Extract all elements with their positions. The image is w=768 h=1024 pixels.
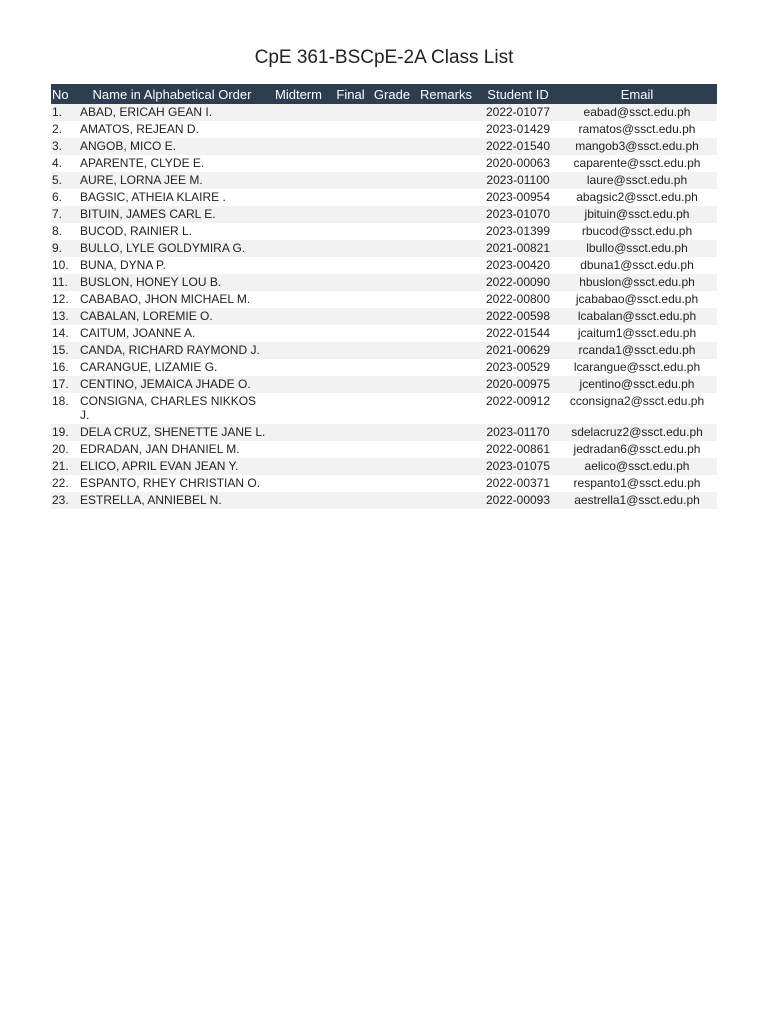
cell-remarks bbox=[413, 274, 479, 291]
table-row bbox=[51, 121, 717, 138]
cell-grade bbox=[371, 206, 413, 223]
cell-no: 22. bbox=[51, 475, 77, 492]
cell-grade bbox=[371, 257, 413, 274]
cell-student-id: 2023-01100 bbox=[479, 172, 557, 189]
table-row bbox=[51, 308, 717, 325]
cell-final bbox=[330, 172, 371, 189]
cell-final bbox=[330, 240, 371, 257]
cell-no: 8. bbox=[51, 223, 77, 240]
header-email: Email bbox=[557, 84, 717, 104]
table-row bbox=[51, 172, 717, 189]
cell-no: 17. bbox=[51, 376, 77, 393]
cell-name: AURE, LORNA JEE M. bbox=[77, 172, 267, 189]
cell-grade bbox=[371, 189, 413, 206]
cell-final bbox=[330, 104, 371, 121]
cell-student-id: 2022-00912 bbox=[479, 393, 557, 424]
cell-remarks bbox=[413, 104, 479, 121]
header-row bbox=[51, 84, 717, 104]
cell-final bbox=[330, 393, 371, 424]
cell-student-id: 2023-01070 bbox=[479, 206, 557, 223]
cell-final bbox=[330, 424, 371, 441]
cell-email: caparente@ssct.edu.ph bbox=[557, 155, 717, 172]
cell-grade bbox=[371, 155, 413, 172]
page-title: CpE 361-BSCpE-2A Class List bbox=[254, 47, 514, 68]
cell-midterm bbox=[267, 223, 330, 240]
cell-name: BUCOD, RAINIER L. bbox=[77, 223, 267, 240]
cell-remarks bbox=[413, 342, 479, 359]
cell-midterm bbox=[267, 121, 330, 138]
table-row bbox=[51, 424, 717, 441]
cell-email: aestrella1@ssct.edu.ph bbox=[557, 492, 717, 509]
cell-final bbox=[330, 308, 371, 325]
cell-no: 15. bbox=[51, 342, 77, 359]
cell-grade bbox=[371, 359, 413, 376]
header-name: Name in Alphabetical Order bbox=[77, 84, 267, 104]
cell-student-id: 2022-00861 bbox=[479, 441, 557, 458]
cell-remarks bbox=[413, 257, 479, 274]
cell-midterm bbox=[267, 441, 330, 458]
cell-no: 16. bbox=[51, 359, 77, 376]
cell-no: 6. bbox=[51, 189, 77, 206]
cell-final bbox=[330, 274, 371, 291]
cell-remarks bbox=[413, 325, 479, 342]
cell-name: CABABAO, JHON MICHAEL M. bbox=[77, 291, 267, 308]
cell-name: ABAD, ERICAH GEAN I. bbox=[77, 104, 267, 121]
cell-grade bbox=[371, 172, 413, 189]
cell-student-id: 2023-01429 bbox=[479, 121, 557, 138]
cell-grade bbox=[371, 424, 413, 441]
header-remarks: Remarks bbox=[413, 84, 479, 104]
cell-midterm bbox=[267, 257, 330, 274]
cell-midterm bbox=[267, 189, 330, 206]
cell-grade bbox=[371, 325, 413, 342]
cell-email: sdelacruz2@ssct.edu.ph bbox=[557, 424, 717, 441]
cell-name: BUSLON, HONEY LOU B. bbox=[77, 274, 267, 291]
cell-name: AMATOS, REJEAN D. bbox=[77, 121, 267, 138]
cell-name: BITUIN, JAMES CARL E. bbox=[77, 206, 267, 223]
table-row bbox=[51, 475, 717, 492]
table-row bbox=[51, 376, 717, 393]
cell-remarks bbox=[413, 424, 479, 441]
cell-name: DELA CRUZ, SHENETTE JANE L. bbox=[77, 424, 267, 441]
cell-remarks bbox=[413, 441, 479, 458]
cell-student-id: 2022-00371 bbox=[479, 475, 557, 492]
cell-student-id: 2021-00629 bbox=[479, 342, 557, 359]
cell-final bbox=[330, 138, 371, 155]
cell-name: CARANGUE, LIZAMIE G. bbox=[77, 359, 267, 376]
header-final: Final bbox=[330, 84, 371, 104]
cell-email: cconsigna2@ssct.edu.ph bbox=[557, 393, 717, 424]
cell-grade bbox=[371, 291, 413, 308]
cell-name: BUNA, DYNA P. bbox=[77, 257, 267, 274]
cell-remarks bbox=[413, 475, 479, 492]
cell-final bbox=[330, 121, 371, 138]
table-row bbox=[51, 325, 717, 342]
cell-midterm bbox=[267, 458, 330, 475]
cell-student-id: 2022-01077 bbox=[479, 104, 557, 121]
cell-remarks bbox=[413, 376, 479, 393]
cell-student-id: 2022-00090 bbox=[479, 274, 557, 291]
cell-student-id: 2023-01075 bbox=[479, 458, 557, 475]
cell-name: APARENTE, CLYDE E. bbox=[77, 155, 267, 172]
cell-grade bbox=[371, 492, 413, 509]
cell-no: 2. bbox=[51, 121, 77, 138]
cell-midterm bbox=[267, 376, 330, 393]
cell-remarks bbox=[413, 155, 479, 172]
cell-final bbox=[330, 223, 371, 240]
cell-student-id: 2023-01170 bbox=[479, 424, 557, 441]
cell-midterm bbox=[267, 308, 330, 325]
cell-remarks bbox=[413, 138, 479, 155]
table-row bbox=[51, 342, 717, 359]
cell-remarks bbox=[413, 223, 479, 240]
cell-no: 23. bbox=[51, 492, 77, 509]
cell-midterm bbox=[267, 492, 330, 509]
cell-final bbox=[330, 257, 371, 274]
cell-final bbox=[330, 291, 371, 308]
cell-grade bbox=[371, 441, 413, 458]
cell-name: CONSIGNA, CHARLES NIKKOS J. bbox=[77, 393, 267, 424]
table-row bbox=[51, 240, 717, 257]
cell-name: BULLO, LYLE GOLDYMIRA G. bbox=[77, 240, 267, 257]
cell-midterm bbox=[267, 424, 330, 441]
cell-no: 21. bbox=[51, 458, 77, 475]
cell-grade bbox=[371, 308, 413, 325]
cell-student-id: 2023-00954 bbox=[479, 189, 557, 206]
cell-name: BAGSIC, ATHEIA KLAIRE . bbox=[77, 189, 267, 206]
cell-midterm bbox=[267, 138, 330, 155]
cell-grade bbox=[371, 104, 413, 121]
cell-midterm bbox=[267, 393, 330, 424]
class-list-table bbox=[51, 84, 717, 509]
cell-name: CENTINO, JEMAICA JHADE O. bbox=[77, 376, 267, 393]
cell-final bbox=[330, 458, 371, 475]
cell-grade bbox=[371, 376, 413, 393]
cell-student-id: 2022-00093 bbox=[479, 492, 557, 509]
cell-grade bbox=[371, 393, 413, 424]
cell-student-id: 2020-00975 bbox=[479, 376, 557, 393]
cell-student-id: 2023-00529 bbox=[479, 359, 557, 376]
table-row bbox=[51, 441, 717, 458]
cell-final bbox=[330, 325, 371, 342]
cell-final bbox=[330, 189, 371, 206]
cell-remarks bbox=[413, 393, 479, 424]
cell-midterm bbox=[267, 172, 330, 189]
cell-name: ESTRELLA, ANNIEBEL N. bbox=[77, 492, 267, 509]
cell-email: jcaitum1@ssct.edu.ph bbox=[557, 325, 717, 342]
cell-no: 12. bbox=[51, 291, 77, 308]
cell-student-id: 2022-00800 bbox=[479, 291, 557, 308]
cell-midterm bbox=[267, 155, 330, 172]
cell-name: ELICO, APRIL EVAN JEAN Y. bbox=[77, 458, 267, 475]
table-row bbox=[51, 393, 717, 424]
table-row bbox=[51, 492, 717, 509]
cell-midterm bbox=[267, 359, 330, 376]
cell-final bbox=[330, 441, 371, 458]
cell-no: 20. bbox=[51, 441, 77, 458]
cell-no: 14. bbox=[51, 325, 77, 342]
cell-remarks bbox=[413, 121, 479, 138]
cell-student-id: 2023-01399 bbox=[479, 223, 557, 240]
cell-email: lcabalan@ssct.edu.ph bbox=[557, 308, 717, 325]
cell-name: CAITUM, JOANNE A. bbox=[77, 325, 267, 342]
cell-email: jcentino@ssct.edu.ph bbox=[557, 376, 717, 393]
table-row bbox=[51, 274, 717, 291]
cell-remarks bbox=[413, 172, 479, 189]
cell-final bbox=[330, 359, 371, 376]
cell-grade bbox=[371, 240, 413, 257]
cell-email: jcababao@ssct.edu.ph bbox=[557, 291, 717, 308]
cell-midterm bbox=[267, 291, 330, 308]
cell-midterm bbox=[267, 274, 330, 291]
cell-grade bbox=[371, 121, 413, 138]
cell-no: 10. bbox=[51, 257, 77, 274]
cell-remarks bbox=[413, 189, 479, 206]
cell-final bbox=[330, 492, 371, 509]
table-body bbox=[51, 104, 717, 509]
cell-midterm bbox=[267, 104, 330, 121]
cell-email: jbituin@ssct.edu.ph bbox=[557, 206, 717, 223]
cell-name: EDRADAN, JAN DHANIEL M. bbox=[77, 441, 267, 458]
cell-name: ESPANTO, RHEY CHRISTIAN O. bbox=[77, 475, 267, 492]
header-no: No bbox=[51, 84, 77, 104]
table-row bbox=[51, 104, 717, 121]
cell-email: jedradan6@ssct.edu.ph bbox=[557, 441, 717, 458]
cell-grade bbox=[371, 223, 413, 240]
cell-student-id: 2021-00821 bbox=[479, 240, 557, 257]
cell-grade bbox=[371, 475, 413, 492]
cell-no: 19. bbox=[51, 424, 77, 441]
cell-final bbox=[330, 475, 371, 492]
cell-student-id: 2022-00598 bbox=[479, 308, 557, 325]
cell-midterm bbox=[267, 240, 330, 257]
table-row bbox=[51, 257, 717, 274]
cell-student-id: 2020-00063 bbox=[479, 155, 557, 172]
cell-student-id: 2022-01544 bbox=[479, 325, 557, 342]
cell-no: 18. bbox=[51, 393, 77, 424]
cell-no: 7. bbox=[51, 206, 77, 223]
table-row bbox=[51, 189, 717, 206]
cell-no: 9. bbox=[51, 240, 77, 257]
cell-email: lbullo@ssct.edu.ph bbox=[557, 240, 717, 257]
cell-no: 13. bbox=[51, 308, 77, 325]
cell-no: 3. bbox=[51, 138, 77, 155]
cell-grade bbox=[371, 274, 413, 291]
cell-email: ramatos@ssct.edu.ph bbox=[557, 121, 717, 138]
table-row bbox=[51, 155, 717, 172]
cell-final bbox=[330, 206, 371, 223]
table-row bbox=[51, 138, 717, 155]
cell-student-id: 2023-00420 bbox=[479, 257, 557, 274]
cell-email: dbuna1@ssct.edu.ph bbox=[557, 257, 717, 274]
cell-final bbox=[330, 342, 371, 359]
cell-email: respanto1@ssct.edu.ph bbox=[557, 475, 717, 492]
cell-midterm bbox=[267, 325, 330, 342]
header-grade: Grade bbox=[371, 84, 413, 104]
table-row bbox=[51, 223, 717, 240]
cell-remarks bbox=[413, 240, 479, 257]
cell-midterm bbox=[267, 475, 330, 492]
cell-remarks bbox=[413, 458, 479, 475]
table-row bbox=[51, 458, 717, 475]
table-header bbox=[51, 84, 717, 104]
cell-email: laure@ssct.edu.ph bbox=[557, 172, 717, 189]
cell-email: lcarangue@ssct.edu.ph bbox=[557, 359, 717, 376]
cell-email: aelico@ssct.edu.ph bbox=[557, 458, 717, 475]
table-row bbox=[51, 206, 717, 223]
cell-name: CANDA, RICHARD RAYMOND J. bbox=[77, 342, 267, 359]
table-row bbox=[51, 291, 717, 308]
cell-email: eabad@ssct.edu.ph bbox=[557, 104, 717, 121]
cell-remarks bbox=[413, 359, 479, 376]
table-row bbox=[51, 359, 717, 376]
cell-no: 1. bbox=[51, 104, 77, 121]
cell-remarks bbox=[413, 492, 479, 509]
cell-final bbox=[330, 155, 371, 172]
cell-no: 4. bbox=[51, 155, 77, 172]
cell-midterm bbox=[267, 342, 330, 359]
cell-name: ANGOB, MICO E. bbox=[77, 138, 267, 155]
cell-no: 11. bbox=[51, 274, 77, 291]
cell-final bbox=[330, 376, 371, 393]
cell-email: rcanda1@ssct.edu.ph bbox=[557, 342, 717, 359]
cell-email: mangob3@ssct.edu.ph bbox=[557, 138, 717, 155]
cell-no: 5. bbox=[51, 172, 77, 189]
cell-email: rbucod@ssct.edu.ph bbox=[557, 223, 717, 240]
cell-grade bbox=[371, 342, 413, 359]
cell-remarks bbox=[413, 291, 479, 308]
cell-grade bbox=[371, 138, 413, 155]
cell-midterm bbox=[267, 206, 330, 223]
cell-remarks bbox=[413, 308, 479, 325]
cell-name: CABALAN, LOREMIE O. bbox=[77, 308, 267, 325]
cell-grade bbox=[371, 458, 413, 475]
cell-student-id: 2022-01540 bbox=[479, 138, 557, 155]
header-midterm: Midterm bbox=[267, 84, 330, 104]
cell-email: hbuslon@ssct.edu.ph bbox=[557, 274, 717, 291]
cell-email: abagsic2@ssct.edu.ph bbox=[557, 189, 717, 206]
header-student-id: Student ID bbox=[479, 84, 557, 104]
cell-remarks bbox=[413, 206, 479, 223]
